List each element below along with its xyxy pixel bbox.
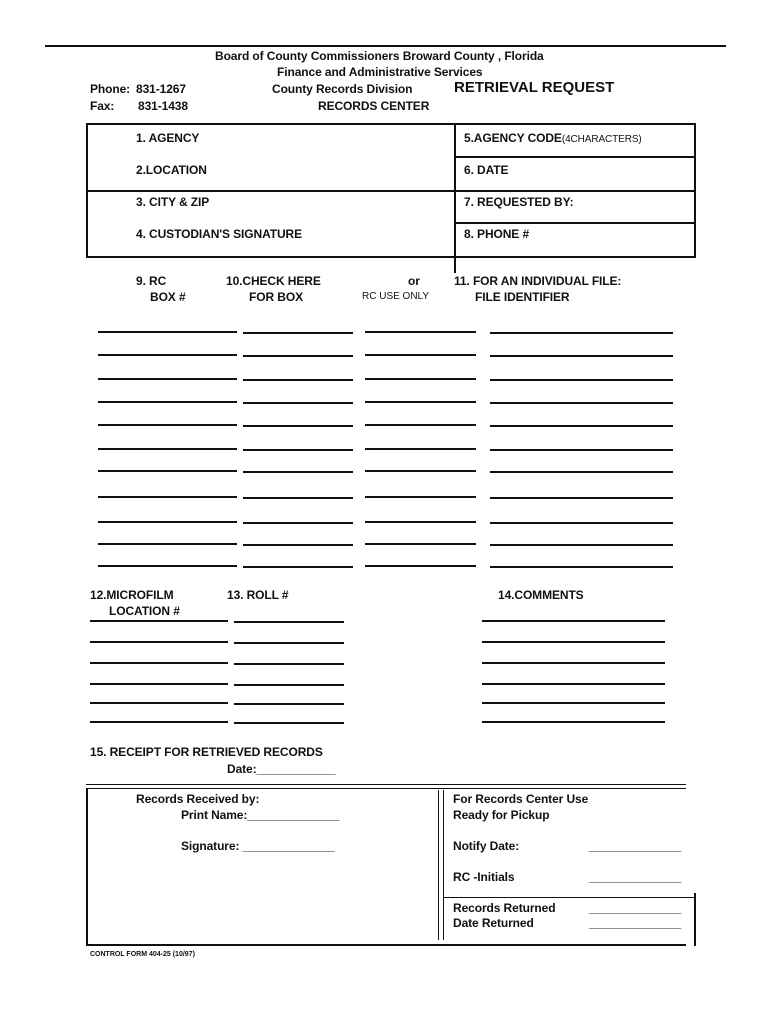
fax-value: 831-1438 [138,99,188,113]
microfilm-entry-line[interactable] [234,642,344,644]
microfilm-entry-line[interactable] [90,620,228,622]
comments-label: 14.COMMENTS [498,588,584,602]
microfilm-entry-line[interactable] [482,620,665,622]
microfilm-entry-line[interactable] [234,703,344,705]
box-entry-line[interactable] [98,401,237,403]
phone-field-label: 8. PHONE # [464,227,530,241]
box-entry-line[interactable] [243,522,353,524]
box-entry-line[interactable] [98,331,237,333]
box-entry-line[interactable] [490,449,673,451]
rc-use-only-label: RC USE ONLY [362,291,430,302]
microfilm-entry-line[interactable] [482,641,665,643]
box-entry-line[interactable] [243,497,353,499]
microfilm-entry-line[interactable] [482,702,665,704]
box-entry-line[interactable] [243,425,353,427]
bottom-divider-a [438,790,439,940]
box-entry-line[interactable] [365,378,476,380]
box-entry-line[interactable] [243,402,353,404]
or-label: or [408,274,420,288]
notify-date-blank: ______________ [589,839,682,853]
row-divider-4 [86,256,695,258]
microfilm-label-line2: LOCATION # [109,604,180,618]
microfilm-entry-line[interactable] [90,683,228,685]
ready-pickup-label: Ready for Pickup [453,808,550,822]
box-entry-line[interactable] [98,424,237,426]
agency-label: 1. AGENCY [136,131,200,145]
bottom-divider-b [443,790,444,940]
print-name-label: Print Name:______________ [181,808,340,822]
box-entry-line[interactable] [365,521,476,523]
box-entry-line[interactable] [365,424,476,426]
box-entry-line[interactable] [243,379,353,381]
bottom-border [86,944,686,946]
box-entry-line[interactable] [490,522,673,524]
box-entry-line[interactable] [490,544,673,546]
row-divider-2 [86,190,695,192]
requested-by-label: 7. REQUESTED BY: [464,195,574,209]
box-entry-line[interactable] [365,565,476,567]
box-entry-line[interactable] [98,543,237,545]
box-entry-line[interactable] [490,355,673,357]
header-line4: RECORDS CENTER [318,99,430,113]
box-entry-line[interactable] [98,448,237,450]
box-entry-line[interactable] [365,496,476,498]
section-top-border [86,123,695,125]
box-entry-line[interactable] [490,425,673,427]
agency-code-text: 5.AGENCY CODE [464,131,562,145]
box-entry-line[interactable] [98,565,237,567]
microfilm-entry-line[interactable] [90,702,228,704]
receipt-date: Date:____________ [227,762,336,776]
box-entry-line[interactable] [490,402,673,404]
date-returned-blank: ______________ [589,916,682,930]
box-entry-line[interactable] [98,521,237,523]
box-entry-line[interactable] [490,497,673,499]
box-entry-line[interactable] [243,544,353,546]
roll-label: 13. ROLL # [227,588,289,602]
form-title: RETRIEVAL REQUEST [454,79,615,96]
bottom-right-border [694,893,696,946]
location-label: 2.LOCATION [136,163,207,177]
notify-date-label: Notify Date: [453,839,520,853]
date-label: 6. DATE [464,163,509,177]
box-entry-line[interactable] [365,401,476,403]
box-entry-line[interactable] [98,378,237,380]
agency-code-label [464,131,642,145]
bottom-left-border [86,788,88,946]
box-entry-line[interactable] [243,355,353,357]
individual-file-line2: FILE IDENTIFIER [475,290,570,304]
box-entry-line[interactable] [243,449,353,451]
rc-initials-label: RC -Initials [453,870,515,884]
records-returned-blank: ______________ [589,901,682,915]
box-entry-line[interactable] [365,354,476,356]
agency-code-note: (4CHARACTERS) [561,134,642,145]
box-entry-line[interactable] [365,331,476,333]
phone-label: Phone: [90,82,131,96]
microfilm-label-line1: 12.MICROFILM [90,588,174,602]
box-entry-line[interactable] [98,470,237,472]
individual-file-line1: 11. FOR AN INDIVIDUAL FILE: [454,274,622,288]
box-entry-line[interactable] [365,470,476,472]
receipt-title: 15. RECEIPT FOR RETRIEVED RECORDS [90,745,323,759]
microfilm-entry-line[interactable] [234,684,344,686]
bottom-inner-rule [443,897,695,898]
box-entry-line[interactable] [365,448,476,450]
microfilm-entry-line[interactable] [234,663,344,665]
box-entry-line[interactable] [98,354,237,356]
signature-label: Signature: ______________ [181,839,335,853]
microfilm-entry-line[interactable] [90,721,228,723]
header-line2: Finance and Administrative Services [277,65,483,79]
fax-label: Fax: [90,99,115,113]
box-entry-line[interactable] [243,332,353,334]
header-line1: Board of County Commissioners Broward County , Florida [215,49,544,63]
city-zip-label: 3. CITY & ZIP [136,195,210,209]
box-entry-line[interactable] [490,379,673,381]
rc-use-label: For Records Center Use [453,792,589,806]
date-returned-label: Date Returned [453,916,534,930]
rc-label-line2: BOX # [150,290,186,304]
rc-initials-blank: ______________ [589,870,682,884]
microfilm-entry-line[interactable] [482,683,665,685]
phone-value: 831-1267 [136,82,186,96]
box-entry-line[interactable] [243,471,353,473]
section-middle-divider [454,123,456,273]
top-rule [45,45,726,47]
control-form-number: CONTROL FORM 404-25 (10/97) [90,951,195,958]
records-received-label: Records Received by: [136,792,260,806]
microfilm-entry-line[interactable] [90,662,228,664]
records-returned-label: Records Returned [453,901,556,915]
rc-label-line1: 9. RC [136,274,167,288]
box-entry-line[interactable] [243,566,353,568]
microfilm-entry-line[interactable] [234,722,344,724]
bottom-double-line-top [86,784,686,785]
header-line3: County Records Division [272,82,413,96]
row-divider-3 [454,222,695,224]
custodian-signature-label: 4. CUSTODIAN'S SIGNATURE [136,227,303,241]
microfilm-entry-line[interactable] [482,721,665,723]
box-entry-line[interactable] [365,543,476,545]
box-entry-line[interactable] [490,332,673,334]
check-here-line2: FOR BOX [249,290,303,304]
box-entry-line[interactable] [98,496,237,498]
microfilm-entry-line[interactable] [482,662,665,664]
check-here-line1: 10.CHECK HERE [226,274,321,288]
box-entry-line[interactable] [490,566,673,568]
microfilm-entry-line[interactable] [90,641,228,643]
box-entry-line[interactable] [490,471,673,473]
bottom-double-line-bottom [86,788,686,789]
microfilm-entry-line[interactable] [234,621,344,623]
row-divider-1 [454,156,695,158]
